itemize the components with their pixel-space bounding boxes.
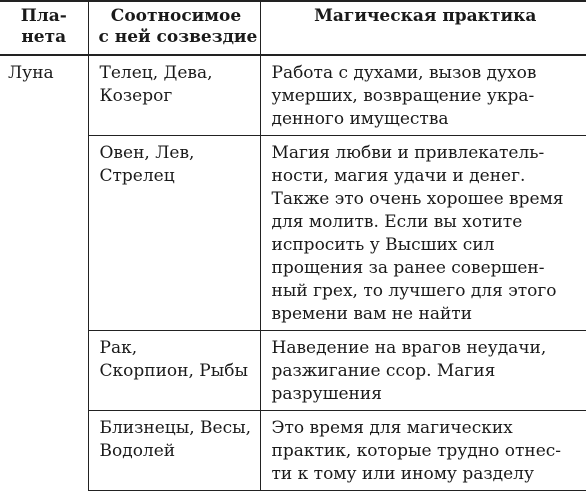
constellation-line: Стрелец bbox=[99, 166, 175, 186]
practice-line: Работа с духами, вызов духов bbox=[271, 63, 537, 83]
header-practice bbox=[260, 1, 586, 55]
header-constellation bbox=[88, 1, 260, 55]
header-planet bbox=[0, 1, 88, 55]
constellation-cell bbox=[88, 136, 260, 331]
planet-name: Луна bbox=[8, 63, 54, 83]
practice-line: ти к тому или иному разделу bbox=[271, 464, 534, 484]
constellation-line: Водолей bbox=[99, 441, 176, 461]
constellation-cell bbox=[88, 411, 260, 491]
practice-line: Наведение на врагов неудачи, bbox=[271, 338, 547, 358]
practice-line: Магия любви и привлекатель- bbox=[271, 143, 545, 163]
table-row bbox=[0, 136, 586, 331]
constellation-cell bbox=[88, 331, 260, 411]
constellation-line: Близнецы, Весы, bbox=[99, 418, 252, 438]
table-row bbox=[0, 55, 586, 136]
planet-cell bbox=[0, 55, 88, 136]
practice-line: для молитв. Если вы хотите bbox=[271, 212, 523, 232]
constellation-line: Козерог bbox=[99, 86, 173, 106]
planet-cell-empty bbox=[0, 136, 88, 331]
constellation-cell bbox=[88, 55, 260, 136]
practice-cell bbox=[260, 411, 586, 491]
table-row bbox=[0, 411, 586, 491]
constellation-line: Скорпион, Рыбы bbox=[99, 361, 249, 381]
practice-line: прощения за ранее совершен- bbox=[271, 258, 545, 278]
practice-line: разжигание ссор. Магия bbox=[271, 361, 496, 381]
header-planet-line-2: нета bbox=[21, 27, 67, 47]
planet-cell-empty bbox=[0, 331, 88, 411]
header-practice-text: Магическая практика bbox=[314, 6, 537, 26]
practice-cell bbox=[260, 55, 586, 136]
table-row bbox=[0, 331, 586, 411]
practice-line: ности, магия удачи и денег. bbox=[271, 166, 526, 186]
practice-line: времени вам не найти bbox=[271, 304, 473, 324]
header-planet-line-1: Пла- bbox=[20, 6, 67, 26]
header-constellation-line-2: с ней созвездие bbox=[98, 27, 258, 47]
practice-cell bbox=[260, 331, 586, 411]
constellation-line: Рак, bbox=[99, 338, 138, 358]
practice-line: Это время для магических bbox=[271, 418, 513, 438]
practice-line: практик, которые трудно отнес- bbox=[271, 441, 562, 461]
practice-line: умерших, возвращение укра- bbox=[271, 86, 535, 106]
constellation-line: Овен, Лев, bbox=[99, 143, 195, 163]
constellation-line: Телец, Дева, bbox=[99, 63, 213, 83]
practice-line: разрушения bbox=[271, 384, 382, 404]
practice-line: ный грех, то лучшего для этого bbox=[271, 281, 557, 301]
practice-cell bbox=[260, 136, 586, 331]
practice-line: испросить у Высших сил bbox=[271, 235, 495, 255]
planet-cell-empty bbox=[0, 411, 88, 491]
header-constellation-line-1: Соотносимое bbox=[110, 6, 242, 26]
practice-line: денного имущества bbox=[271, 109, 449, 129]
header-row bbox=[0, 1, 586, 55]
practice-line: Также это очень хорошее время bbox=[271, 189, 564, 209]
